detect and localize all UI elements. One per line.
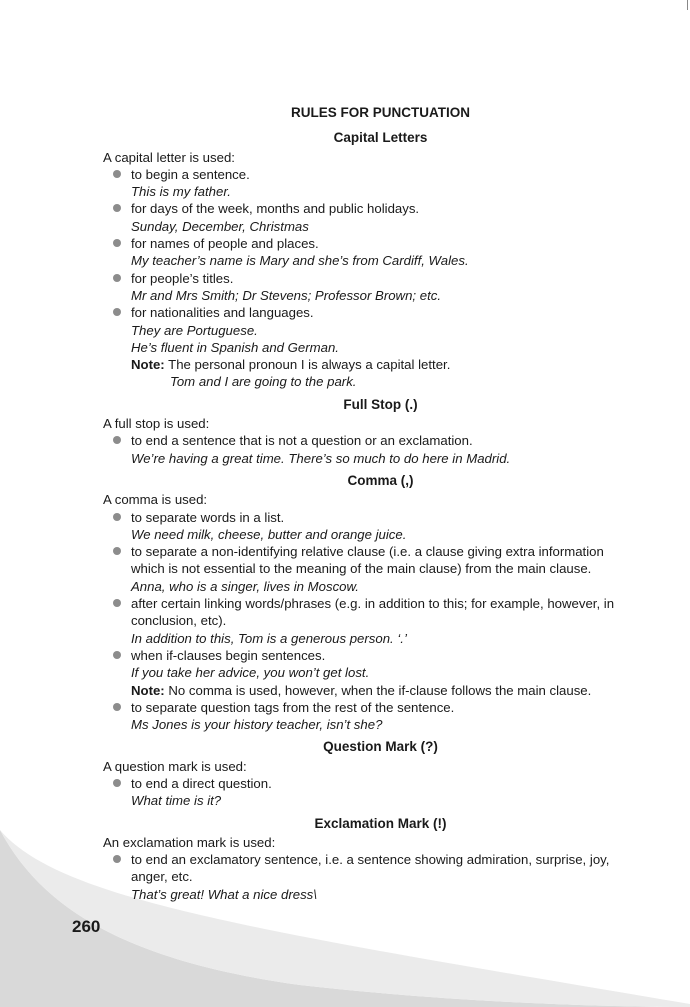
rule-text: for days of the week, months and public holidays. [131,201,420,217]
section-intro: A capital letter is used: [103,149,235,165]
rule-example: We’re having a great time. There’s so much to do here in Madrid. [131,450,511,466]
note-text: No comma is used, however, when the if-clause follows the main clause. [168,682,592,698]
rule-text: to separate question tags from the rest of the sentence. [131,699,455,715]
page-title: RULES FOR PUNCTUATION [291,105,470,120]
rule-item [103,647,638,699]
rule-example: That’s great! What a nice dress\ [131,886,317,902]
rule-list [103,166,638,391]
rule-section [103,396,638,467]
rule-section [103,738,638,809]
page-number: 260 [72,917,101,936]
rule-text: to begin a sentence. [131,166,250,182]
rule-example: What time is it? [131,793,222,809]
rules-sections [103,129,638,903]
rule-item [103,166,638,201]
bullet-icon [113,513,121,521]
rule-item [103,543,638,595]
rule-text: after certain linking words/phrases (e.g. in addition to this; for example, however, in conclusion, etc). [131,596,615,629]
rule-item [103,699,638,734]
note-example: Tom and I are going to the park. [170,374,357,390]
section-heading: Comma (,) [347,472,414,488]
rule-example: Mr and Mrs Smith; Dr Stevens; Professor Brown; etc. [131,287,441,303]
section-heading: Full Stop (.) [343,396,418,412]
rule-note [131,356,638,373]
section-intro: A full stop is used: [103,416,210,432]
rule-example: Anna, who is a singer, lives in Moscow. [131,578,359,594]
rule-example: My teacher’s name is Mary and she’s from Cardiff, Wales. [131,253,469,269]
rule-example: Sunday, December, Christmas [131,218,309,234]
rule-list [103,775,638,810]
bullet-icon [113,308,121,316]
bullet-icon [113,170,121,178]
bullet-icon [113,599,121,607]
rule-text: when if-clauses begin sentences. [131,647,326,663]
section-heading: Capital Letters [333,130,428,146]
rule-text: to end a direct question. [131,775,272,791]
note-label: Note: [131,357,165,373]
note-label: Note: [131,682,165,698]
rule-item [103,509,638,544]
rule-list [103,851,638,903]
section-intro: A question mark is used: [103,758,247,774]
rule-example: In addition to this, Tom is a generous person. ‘.’ [131,630,407,646]
corner-mark [687,0,688,10]
rule-list [103,509,638,734]
bullet-icon [113,239,121,247]
rule-section [103,815,638,903]
bullet-icon [113,779,121,787]
rule-section [103,129,638,390]
bullet-icon [113,855,121,863]
rule-example: We need milk, cheese, butter and orange juice. [131,526,407,542]
rule-item [103,270,638,305]
section-intro: A comma is used: [103,492,208,508]
bullet-icon [113,703,121,711]
rule-text: to end a sentence that is not a question or an exclamation. [131,433,473,449]
rule-text: for names of people and places. [131,236,319,252]
rule-item [103,595,638,647]
rule-section [103,472,638,733]
section-intro: An exclamation mark is used: [103,834,276,850]
rule-note [131,682,638,699]
rule-text: for nationalities and languages. [131,305,314,321]
section-heading: Question Mark (?) [323,739,438,755]
bullet-icon [113,204,121,212]
rule-example: If you take her advice, you won’t get lost. [131,665,370,681]
rule-example: They are Portuguese. [131,322,258,338]
rule-item [103,432,638,467]
rule-item [103,775,638,810]
page-content [103,104,638,903]
rule-text: to end an exclamatory sentence, i.e. a sentence showing admiration, surprise, joy, anger, etc. [131,852,610,885]
rule-example: Ms Jones is your history teacher, isn’t she? [131,717,383,733]
rule-text: to separate a non-identifying relative clause (i.e. a clause giving extra information which is not essential to the meaning of the main clause) from the main clause. [131,544,604,577]
note-text: The personal pronoun I is always a capital letter. [168,357,451,373]
rule-item [103,304,638,390]
bullet-icon [113,436,121,444]
rule-example: He’s fluent in Spanish and German. [131,339,339,355]
rule-example: This is my father. [131,184,231,200]
rule-text: to separate words in a list. [131,509,285,525]
section-heading: Exclamation Mark (!) [314,815,447,831]
rule-list [103,432,638,467]
rule-item [103,235,638,270]
rule-item [103,200,638,235]
rule-item [103,851,638,903]
bullet-icon [113,274,121,282]
rule-text: for people’s titles. [131,270,234,286]
bullet-icon [113,651,121,659]
bullet-icon [113,547,121,555]
